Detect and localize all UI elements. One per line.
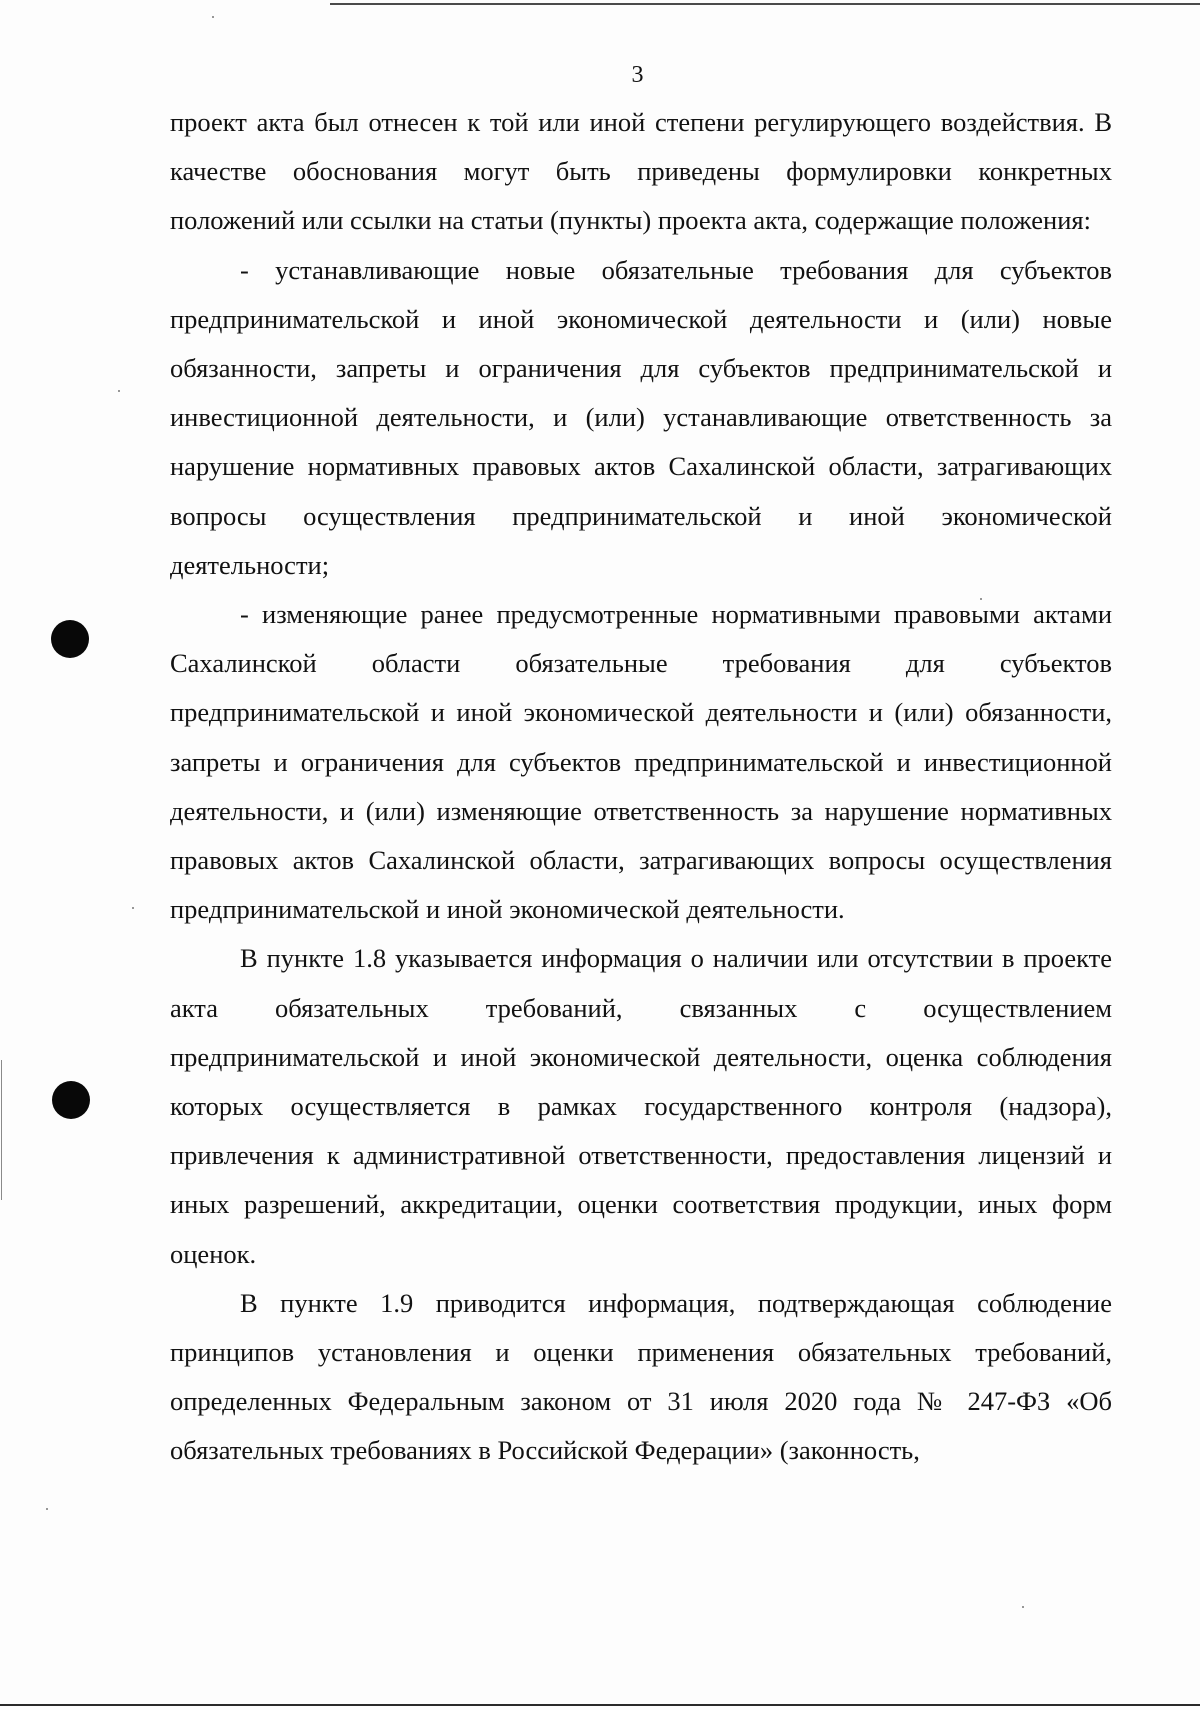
scan-edge-bottom (0, 1704, 1200, 1706)
paragraph-item-1-8: В пункте 1.8 указывается информация о наличии или отсутствии в проекте акта обязательных требований, связанных с осуществлением предпринимательской и иной экономической деятельности, оценка соблюдения которых осуществляется в рамках государственного контроля (надзора), привлечения к административной ответственности, предоставления лицензий и иных разрешений, аккредитации, оценки соответствия продукции, иных форм оценок. (170, 943, 1112, 1269)
scan-speck (118, 390, 120, 392)
paragraph-item-1-9: В пункте 1.9 приводится информация, подтверждающая соблюдение принципов установления и оценки применения обязательных требований, определенных Федеральным законом от 31 июля 2020 года № 247-ФЗ «Об обязательных требованиях в Российской Федерации» (законность, (170, 1287, 1112, 1466)
paragraph-list-item-changed-requirements: - изменяющие ранее предусмотренные нормативными правовыми актами Сахалинской области обязательные требования для субъектов предпринимательской и иной экономической деятельности и (или) обязанности, запреты и ограничения для субъектов предпринимательской и инвестиционной деятельности, и (или) изменяющие ответственность за нарушение нормативных правовых актов Сахалинской области, затрагивающих вопросы осуществления предпринимательской и иной экономической деятельности. (170, 599, 1112, 925)
scan-speck (132, 907, 134, 909)
punch-hole-lower (52, 1081, 90, 1119)
page-number: 3 (631, 62, 644, 88)
scan-speck (46, 1508, 48, 1510)
scan-edge-top (330, 3, 1200, 5)
punch-hole-upper (51, 620, 89, 658)
scan-edge-left (1, 1060, 2, 1200)
paragraph-list-item-new-requirements: - устанавливающие новые обязательные требования для субъектов предпринимательской и иной экономической деятельности и (или) новые обязанности, запреты и ограничения для субъектов предпринимательской и инвестиционной деятельности, и (или) устанавливающие ответственность за нарушение нормативных правовых актов Сахалинской области, затрагивающих вопросы осуществления предпринимательской и иной экономической деятельности; (170, 254, 1112, 580)
paragraph-continuation: проект акта был отнесен к той или иной степени регулирующего воздействия. В качестве обоснования могут быть приведены формулировки конкретных положений или ссылки на статьи (пункты) проекта акта, содержащие положения: (170, 107, 1112, 236)
scan-speck (212, 16, 214, 18)
document-body (170, 98, 1112, 1476)
scan-speck (1022, 1606, 1024, 1608)
